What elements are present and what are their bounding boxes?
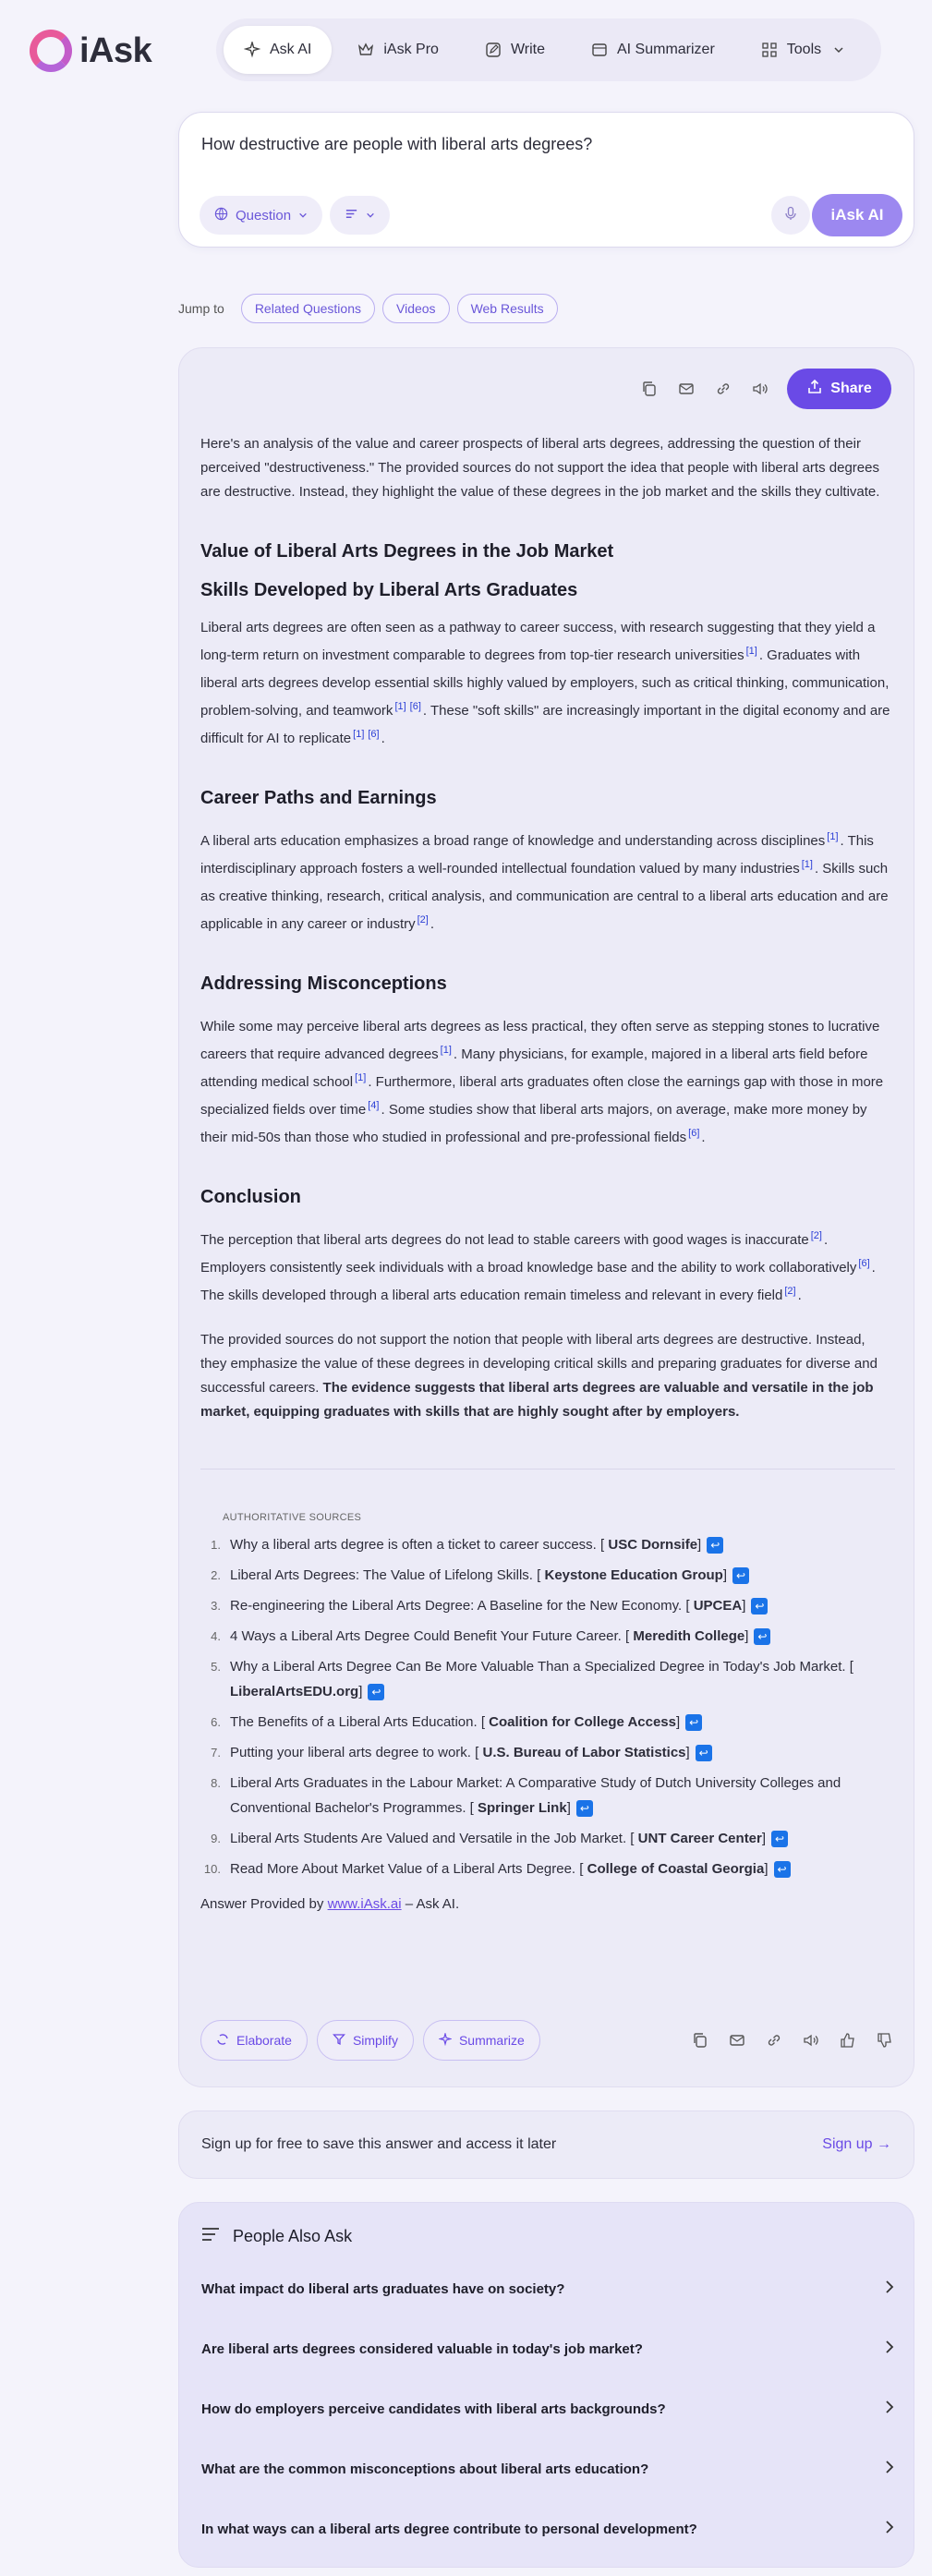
paa-question[interactable] (201, 2395, 894, 2423)
link-icon[interactable] (764, 2030, 784, 2050)
nav-label: Write (510, 42, 545, 57)
citation-link[interactable]: [1] (355, 1072, 367, 1083)
signup-text: Sign up for free to save this answer and access it later (201, 2136, 557, 2152)
chevron-right-icon (885, 2401, 894, 2417)
source-item[interactable] (200, 1740, 895, 1765)
sparkle-icon (439, 2033, 452, 2049)
source-item[interactable] (200, 1710, 895, 1735)
brand-logo[interactable] (30, 30, 151, 72)
citation-link[interactable]: [2] (784, 1286, 796, 1297)
crown-icon (357, 42, 374, 58)
citation-link[interactable]: [6] (858, 1258, 870, 1269)
source-item[interactable] (200, 1532, 895, 1557)
source-number: 1. (211, 1538, 221, 1552)
citation-link[interactable]: [1] (353, 729, 365, 740)
paa-question[interactable] (201, 2455, 894, 2483)
iask-link[interactable]: www.iAsk.ai (327, 1896, 402, 1912)
thumbs-down-icon[interactable] (875, 2030, 895, 2050)
source-title: Why a Liberal Arts Degree Can Be More Valuable Than a Specialized Degree in Today's Job Market. (230, 1659, 846, 1675)
paa-question-text: In what ways can a liberal arts degree contribute to personal development? (201, 2521, 697, 2537)
source-text: Liberal Arts Graduates in the Labour Market: A Comparative Study of Dutch University Colleges and Conventional Bachelor's Programmes. [ Springer Link] ↩ (230, 1775, 841, 1816)
external-link-icon[interactable]: ↩ (707, 1537, 723, 1554)
source-number: 5. (211, 1660, 221, 1674)
jump-web-results[interactable]: Web Results (457, 294, 558, 323)
document-icon (591, 42, 608, 58)
mail-icon[interactable] (676, 379, 696, 399)
paragraph-skills: Liberal arts degrees are often seen as a pathway to career success, with research suggesting that they yield a long-term return on investment comparable to degrees from top-tier research universities [1] . Graduates with liberal arts degrees develop essential skills highly valued by employers, such as critical thinking, communication, problem-solving, and teamwork [1] [6] . These "soft skills" are increasingly important in the digital economy and are difficult for AI to replicate [1] [6] . (200, 620, 890, 746)
nav-ask-ai[interactable] (224, 26, 332, 74)
paa-question[interactable] (201, 2335, 894, 2363)
filter-icon (333, 2033, 345, 2049)
heading-skills: Skills Developed by Liberal Arts Graduates (200, 580, 578, 600)
heading-career: Career Paths and Earnings (200, 788, 437, 808)
jump-related-questions[interactable]: Related Questions (241, 294, 375, 323)
menu-icon (201, 2227, 220, 2246)
external-link-icon[interactable]: ↩ (732, 1567, 749, 1584)
nav-iask-pro[interactable] (337, 26, 459, 74)
copy-icon[interactable] (690, 2030, 710, 2050)
source-number: 9. (211, 1832, 221, 1845)
citation-link[interactable]: [1] (801, 859, 813, 870)
mode-select[interactable] (200, 196, 322, 235)
source-title: Putting your liberal arts degree to work. (230, 1745, 471, 1760)
source-item[interactable] (200, 1771, 895, 1820)
heading-misconceptions: Addressing Misconceptions (200, 974, 447, 994)
paa-question-text: Are liberal arts degrees considered valuable in today's job market? (201, 2340, 643, 2357)
chevron-right-icon (885, 2521, 894, 2537)
answer-provided-by: Answer Provided by www.iAsk.ai – Ask AI. (200, 1896, 460, 1912)
link-icon[interactable] (713, 379, 733, 399)
paragraph-misconceptions: While some may perceive liberal arts degrees as less practical, they often serve as stepping stones to lucrative careers that require advanced degrees [1] . Many physicians, for example, majored in a liberal arts field before attending medical school [1] . Furthermore, liberal arts graduates often close the earnings gap with those in more specialized fields over time [4] . Some studies show that liberal arts majors, on average, make more money by their mid-50s than those who studied in professional and pre-professional fields [6] . (200, 1019, 884, 1145)
source-title: Read More About Market Value of a Liberal Arts Degree. (230, 1861, 576, 1877)
chevron-down-icon (366, 208, 375, 224)
external-link-icon[interactable]: ↩ (754, 1628, 770, 1645)
jump-label: Jump to (178, 301, 224, 316)
source-text: 4 Ways a Liberal Arts Degree Could Benefit Your Future Career. [ Meredith College] ↩ (230, 1624, 770, 1649)
answer-card (178, 347, 914, 2087)
top-nav (216, 18, 881, 81)
source-title: Liberal Arts Students Are Valued and Versatile in the Job Market. (230, 1831, 627, 1846)
source-item[interactable] (200, 1654, 895, 1704)
source-text: Liberal Arts Degrees: The Value of Lifelong Skills. [ Keystone Education Group] ↩ (230, 1563, 749, 1588)
paa-question[interactable] (201, 2515, 894, 2543)
source-title: 4 Ways a Liberal Arts Degree Could Benefit Your Future Career. (230, 1628, 622, 1644)
source-publisher[interactable]: LiberalArtsEDU.org (230, 1684, 359, 1699)
mail-icon[interactable] (727, 2030, 747, 2050)
source-item[interactable] (200, 1826, 895, 1851)
source-number: 7. (211, 1746, 221, 1760)
source-publisher[interactable]: Springer Link (478, 1800, 567, 1816)
citation-link[interactable]: [1] (745, 646, 757, 657)
nav-label: Tools (786, 42, 822, 57)
answer-toolbar (639, 369, 891, 409)
source-item[interactable] (200, 1624, 895, 1649)
source-number: 10. (203, 1862, 221, 1876)
answer-actions (200, 2020, 895, 2061)
nav-tools[interactable] (741, 26, 867, 74)
answer-intro: Here's an analysis of the value and career prospects of liberal arts degrees, addressing the question of their perceived "destructiveness." The provided sources do not support the idea that people with liberal arts degrees are destructive. Instead, they highlight the value of these degrees in the job market and the skills they cultivate. (200, 436, 880, 500)
paa-question-text: How do employers perceive candidates with liberal arts backgrounds? (201, 2401, 666, 2417)
nav-ai-summarizer[interactable] (571, 26, 735, 74)
source-item[interactable] (200, 1563, 895, 1588)
paa-question-text: What are the common misconceptions about liberal arts education? (201, 2461, 649, 2477)
heading-conclusion: Conclusion (200, 1187, 301, 1207)
copy-icon[interactable] (639, 379, 660, 399)
heading-value: Value of Liberal Arts Degrees in the Job Market (200, 541, 614, 562)
citation-link[interactable]: [2] (810, 1230, 822, 1241)
paa-header (201, 2227, 352, 2246)
nav-label: AI Summarizer (616, 42, 715, 57)
citation-link[interactable]: [6] (409, 701, 421, 712)
source-publisher[interactable]: College of Coastal Georgia (587, 1861, 765, 1877)
answer-footer-tools (690, 2030, 895, 2050)
share-label: Share (830, 381, 872, 396)
source-text: The Benefits of a Liberal Arts Education. [ Coalition for College Access] ↩ (230, 1710, 702, 1735)
chevron-right-icon (885, 2280, 894, 2297)
source-title: Liberal Arts Degrees: The Value of Lifelong Skills. (230, 1567, 533, 1583)
external-link-icon[interactable]: ↩ (685, 1714, 702, 1731)
elaborate-button[interactable]: Elaborate (200, 2020, 308, 2061)
sources-title: AUTHORITATIVE SOURCES (223, 1512, 362, 1523)
paa-title: People Also Ask (233, 2227, 353, 2245)
source-item[interactable] (200, 1856, 895, 1881)
answer-content (200, 432, 895, 1917)
microphone-icon (783, 206, 798, 225)
source-publisher[interactable]: UNT Career Center (637, 1831, 762, 1846)
paa-question-text: What impact do liberal arts graduates have on society? (201, 2280, 565, 2297)
source-text: Why a liberal arts degree is often a ticket to career success. [ USC Dornsife] ↩ (230, 1532, 723, 1557)
list-icon (345, 207, 358, 224)
source-publisher[interactable]: Meredith College (633, 1628, 745, 1644)
chevron-down-icon (298, 208, 308, 224)
source-text: Why a Liberal Arts Degree Can Be More Valuable Than a Specialized Degree in Today's Job Market. [ LiberalArtsEDU.org] ↩ (230, 1659, 853, 1699)
citation-link[interactable]: [1] (394, 701, 406, 712)
speaker-icon[interactable] (801, 2030, 821, 2050)
external-link-icon[interactable]: ↩ (774, 1861, 791, 1878)
source-publisher[interactable]: Coalition for College Access (489, 1714, 676, 1730)
submit-button[interactable]: iAsk AI (812, 194, 902, 236)
thumbs-up-icon[interactable] (838, 2030, 858, 2050)
source-number: 3. (211, 1599, 221, 1613)
external-link-icon[interactable]: ↩ (771, 1831, 788, 1847)
source-number: 6. (211, 1715, 221, 1729)
grid-icon (761, 42, 778, 58)
share-icon (806, 379, 823, 400)
paragraph-career: A liberal arts education emphasizes a broad range of knowledge and understanding across disciplines [1] . This interdisciplinary approach fosters a well-rounded intellectual foundation valued by many industries [1] . Skills such as creative thinking, research, critical analysis, and communication are central to a liberal arts education and are applicable in any career or industry [2] . (200, 831, 889, 932)
external-link-icon[interactable]: ↩ (696, 1745, 712, 1761)
search-box (178, 112, 914, 248)
source-title: The Benefits of a Liberal Arts Education. (230, 1714, 478, 1730)
citation-link[interactable]: [2] (417, 914, 429, 925)
citation-link[interactable]: [1] (440, 1045, 452, 1056)
globe-icon (214, 207, 228, 224)
source-publisher[interactable]: UPCEA (693, 1598, 743, 1614)
jump-to-bar (178, 294, 558, 323)
citation-link[interactable]: [1] (827, 831, 839, 842)
source-publisher[interactable]: Keystone Education Group (544, 1567, 723, 1583)
source-text: Re-engineering the Liberal Arts Degree: A Baseline for the New Economy. [ UPCEA] ↩ (230, 1593, 768, 1618)
share-button[interactable] (787, 369, 891, 409)
format-select[interactable] (330, 196, 390, 235)
paa-question[interactable] (201, 2275, 894, 2303)
source-number: 8. (211, 1776, 221, 1790)
source-title: Re-engineering the Liberal Arts Degree: A Baseline for the New Economy. (230, 1598, 683, 1614)
external-link-icon[interactable]: ↩ (751, 1598, 768, 1615)
source-publisher[interactable]: U.S. Bureau of Labor Statistics (482, 1745, 686, 1760)
source-title: Why a liberal arts degree is often a ticket to career success. (230, 1537, 597, 1553)
sources-list (200, 1532, 895, 1881)
search-input[interactable]: How destructive are people with liberal arts degrees? (201, 135, 593, 153)
external-link-icon[interactable]: ↩ (368, 1684, 384, 1700)
people-also-ask (178, 2202, 914, 2568)
chevron-down-icon (830, 42, 847, 58)
brand-name: iAsk (79, 30, 152, 70)
source-title: Liberal Arts Graduates in the Labour Market: A Comparative Study of Dutch University Colleges and Conventional Bachelor's Programmes. (230, 1775, 841, 1816)
paragraph-conclusion: The perception that liberal arts degrees do not lead to stable careers with good wages is inaccurate [2] . Employers consistently seek individuals with a broad knowledge base and the ability to work collaboratively [6] . The skills developed through a liberal arts education remain timeless and relevant in every field [2] . (200, 1230, 876, 1303)
jump-videos[interactable]: Videos (382, 294, 450, 323)
chevron-right-icon (885, 2461, 894, 2477)
signup-link[interactable]: Sign up → (822, 2136, 891, 2152)
simplify-button[interactable]: Simplify (317, 2020, 414, 2061)
microphone-button[interactable] (771, 196, 810, 235)
logo-ring-icon (30, 30, 72, 72)
citation-link[interactable]: [4] (368, 1100, 380, 1111)
edit-icon (485, 42, 502, 58)
signup-banner (178, 2110, 914, 2179)
source-number: 4. (211, 1629, 221, 1643)
source-text: Read More About Market Value of a Liberal Arts Degree. [ College of Coastal Georgia] ↩ (230, 1856, 791, 1881)
nav-label: Ask AI (270, 42, 312, 57)
source-publisher[interactable]: USC Dornsife (608, 1537, 698, 1553)
external-link-icon[interactable]: ↩ (576, 1800, 593, 1817)
nav-label: iAsk Pro (383, 42, 439, 57)
source-item[interactable] (200, 1593, 895, 1618)
source-text: Putting your liberal arts degree to work. [ U.S. Bureau of Labor Statistics] ↩ (230, 1740, 712, 1765)
citation-link[interactable]: [6] (688, 1128, 700, 1139)
source-number: 2. (211, 1568, 221, 1582)
paragraph-final: The provided sources do not support the notion that people with liberal arts degrees are destructive. Instead, they emphasize the value of these degrees in developing critical skills and preparing graduates for diverse and successful careers. The evidence suggests that liberal arts degrees are valuable and versatile in the job market, equipping graduates with skills that are highly sought after by employers. (200, 1332, 878, 1420)
speaker-icon[interactable] (750, 379, 770, 399)
elaborate-icon (216, 2033, 229, 2049)
citation-link[interactable]: [6] (368, 729, 380, 740)
mode-label: Question (236, 207, 292, 224)
chevron-right-icon (885, 2340, 894, 2357)
nav-write[interactable] (465, 26, 565, 74)
source-text: Liberal Arts Students Are Valued and Versatile in the Job Market. [ UNT Career Center] ↩ (230, 1826, 788, 1851)
sparkle-icon (244, 42, 260, 58)
summarize-button[interactable]: Summarize (423, 2020, 540, 2061)
